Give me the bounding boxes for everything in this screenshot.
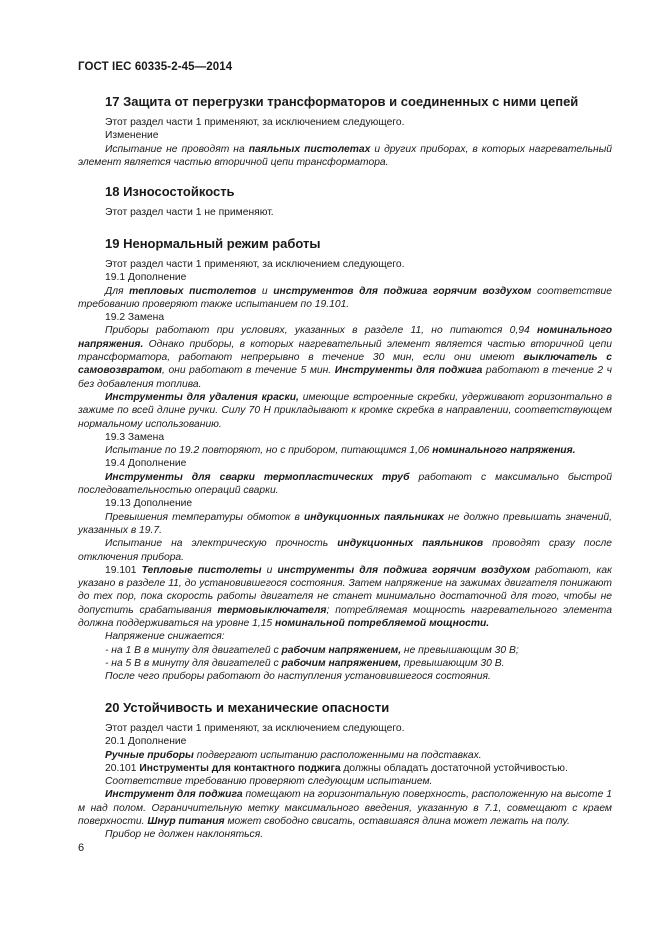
s20-101-text: 20.101 Инструменты для контактного поджига должны обладать достаточной устойчивостью. bbox=[105, 762, 568, 774]
s19-2-heading: 19.2 Замена bbox=[105, 312, 165, 324]
s20-1-heading: 20.1 Дополнение bbox=[105, 736, 187, 748]
page-number: 6 bbox=[78, 842, 85, 854]
section-20-title: 20 Устойчивость и механические опасности bbox=[105, 700, 390, 715]
section-18-title: 18 Износостойкость bbox=[105, 184, 235, 199]
section-17 bbox=[78, 94, 612, 169]
document-header: ГОСТ IEC 60335-2-45—2014 bbox=[78, 61, 233, 73]
s19-101-text: 19.101 Тепловые пистолеты и инструменты для поджига горячим воздухом работают, как указано в разделе 11, до установившегося состояния. Затем напряжение на зажимах двигателя понижают до тех пор, пока скорость работы двигателя не станет минимально достаточной для того, чтобы не допустить срабатывания термовыключателя; потребляемая мощность нагревательного элемента должна поддерживаться на уровне 1,15 номинальной потребляемой мощности. bbox=[78, 564, 613, 630]
section-19 bbox=[78, 236, 612, 684]
s19-101-after: После чего приборы работают до наступления установившегося состояния. bbox=[105, 671, 491, 683]
s17-text: Испытание не проводят на паяльных пистолетах и других приборах, в которых нагревательный элемент является частью вторичной цепи трансформатора. bbox=[78, 143, 613, 168]
s19-1-heading: 19.1 Дополнение bbox=[105, 272, 187, 284]
s19-101-list-item-1: - на 1 В в минуту для двигателей с рабочим напряжением, не превышающим 30 В; bbox=[105, 644, 519, 656]
s20-101-compliance: Соответствие требованию проверяют следующим испытанием. bbox=[105, 776, 433, 788]
section-20 bbox=[78, 700, 612, 842]
section-18 bbox=[78, 184, 612, 219]
s19-1-text: Для тепловых пистолетов и инструментов для поджига горячим воздухом соответствие требованию проверяют также испытанием по 19.101. bbox=[78, 285, 612, 310]
s19-4-text: Инструменты для сварки термопластических труб работают с максимально быстрой последовательностью операций сварки. bbox=[78, 471, 612, 497]
section-17-title: 17 Защита от перегрузки трансформаторов и соединенных с ними цепей bbox=[105, 94, 579, 109]
s17-intro: Этот раздел части 1 применяют, за исключением следующего. bbox=[105, 117, 405, 128]
s19-101-voltage: Напряжение снижается: bbox=[105, 631, 225, 643]
section-19-title: 19 Ненормальный режим работы bbox=[105, 236, 321, 251]
s20-101-test: Инструмент для поджига помещают на горизонтальную поверхность, расположенную на высоте 1 м над полом. Ограничительную метку максимального введения, указанную в 7.1, совмещают с краем поверхности. Шнур питания может свободно свисать, оставшаяся длина может лежать на полу. bbox=[78, 789, 612, 828]
s18-intro: Этот раздел части 1 не применяют. bbox=[105, 207, 274, 218]
s19-3-text: Испытание по 19.2 повторяют, но с прибором, питающимся 1,06 номинального напряжения. bbox=[105, 445, 576, 457]
s19-13-heading: 19.13 Дополнение bbox=[105, 498, 193, 510]
s19-intro: Этот раздел части 1 применяют, за исключением следующего. bbox=[105, 259, 405, 270]
s20-101-result: Прибор не должен наклоняться. bbox=[105, 829, 264, 841]
s20-1-text: Ручные приборы подвергают испытанию расположенными на подставках. bbox=[105, 749, 482, 761]
s19-4-heading: 19.4 Дополнение bbox=[105, 458, 187, 470]
s19-13-text-2: Испытание на электрическую прочность индукционных паяльников проводят сразу после отключения прибора. bbox=[78, 538, 613, 563]
s19-101-list-item-2: - на 5 В в минуту для двигателей с рабочим напряжением, превышающим 30 В. bbox=[105, 657, 505, 669]
s20-intro: Этот раздел части 1 применяют, за исключением следующего. bbox=[105, 723, 405, 734]
s19-3-heading: 19.3 Замена bbox=[105, 431, 165, 443]
s17-change: Изменение bbox=[105, 130, 159, 142]
s19-13-text-1: Превышения температуры обмоток в индукционных паяльниках не должно превышать значений, указанных в 19.7. bbox=[78, 511, 612, 536]
s19-2-text: Приборы работают при условиях, указанных в разделе 11, но питаются 0,94 номинального напряжения. Однако приборы, в которых нагревательный элемент является частью вторичной цепи трансформатора, работают непрерывно в течение 30 мин, если они имеют выключатель с самовозвратом, они работают в течение 5 мин. Инструменты для поджига работают в течение 2 ч без добавления топлива. bbox=[78, 325, 612, 390]
s19-2-paint-text: Инструменты для удаления краски, имеющие встроенные скребки, удерживают горизонтально в зажиме по всей длине ручки. Силу 70 Н прикладывают к кромке скребка в направлении, соответствующем нормальному использованию. bbox=[78, 391, 613, 430]
